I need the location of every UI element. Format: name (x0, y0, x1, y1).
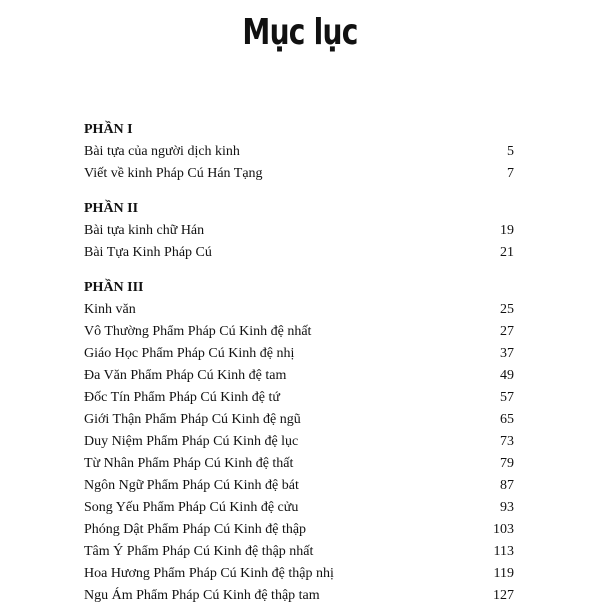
toc-entry-page: 119 (493, 566, 514, 581)
toc-entry-page: 73 (500, 434, 514, 449)
toc-section-part-3 (84, 278, 514, 607)
toc-entry-page: 103 (493, 522, 514, 537)
section-heading: PHẦN III (84, 280, 144, 295)
toc-entry (84, 163, 514, 185)
toc-entry (84, 453, 514, 475)
toc-entry-page: 7 (507, 166, 514, 181)
toc-entry (84, 220, 514, 242)
toc-section-part-1 (84, 120, 514, 185)
toc-entry (84, 365, 514, 387)
toc-entry-title: Vô Thường Phẩm Pháp Cú Kinh đệ nhất (84, 324, 312, 339)
toc-entry-page: 49 (500, 368, 514, 383)
page-title: Mục lục (242, 12, 358, 53)
toc-entry-page: 21 (500, 245, 514, 260)
toc-entry-title: Bài tựa của người dịch kinh (84, 144, 240, 159)
toc-entry-title: Viết về kinh Pháp Cú Hán Tạng (84, 166, 263, 181)
toc-entry (84, 343, 514, 365)
toc-entry-title: Giới Thận Phẩm Pháp Cú Kinh đệ ngũ (84, 412, 301, 427)
toc-entry-page: 65 (500, 412, 514, 427)
toc-section-part-2 (84, 199, 514, 264)
toc-entry (84, 141, 514, 163)
toc-entry-page: 79 (500, 456, 514, 471)
toc-entry-page: 113 (493, 544, 514, 559)
toc-entry-title: Đốc Tín Phẩm Pháp Cú Kinh đệ tứ (84, 390, 280, 405)
toc-entry (84, 585, 514, 607)
section-heading: PHẦN II (84, 201, 139, 216)
toc-entry-title: Duy Niệm Phẩm Pháp Cú Kinh đệ lục (84, 434, 299, 449)
toc-entry (84, 541, 514, 563)
toc-entry-page: 37 (500, 346, 514, 361)
toc-entry-page: 19 (500, 223, 514, 238)
toc-entry-title: Hoa Hương Phẩm Pháp Cú Kinh đệ thập nhị (84, 566, 334, 581)
toc-entry-title: Bài tựa kinh chữ Hán (84, 223, 205, 238)
toc-entry (84, 387, 514, 409)
toc-entry-title: Song Yếu Phẩm Pháp Cú Kinh đệ cửu (84, 500, 299, 515)
toc-entry-title: Bài Tựa Kinh Pháp Cú (84, 245, 212, 260)
toc-entry-title: Ngôn Ngữ Phẩm Pháp Cú Kinh đệ bát (84, 478, 299, 493)
toc-entry-title: Tâm Ý Phẩm Pháp Cú Kinh đệ thập nhất (84, 544, 314, 559)
table-of-contents (84, 120, 514, 607)
toc-entry-title: Phóng Dật Phẩm Pháp Cú Kinh đệ thập (84, 522, 307, 537)
toc-entry (84, 242, 514, 264)
toc-entry (84, 431, 514, 453)
toc-entry-title: Ngu Ám Phẩm Pháp Cú Kinh đệ thập tam (84, 588, 320, 603)
toc-entry-page: 5 (507, 144, 514, 159)
toc-entry-title: Kinh văn (84, 302, 136, 317)
toc-entry (84, 409, 514, 431)
toc-entry-title: Từ Nhân Phẩm Pháp Cú Kinh đệ thất (84, 456, 294, 471)
toc-entry (84, 563, 514, 585)
toc-entry (84, 519, 514, 541)
toc-entry (84, 321, 514, 343)
toc-entry-page: 87 (500, 478, 514, 493)
toc-entry (84, 497, 514, 519)
toc-entry-title: Giáo Học Phẩm Pháp Cú Kinh đệ nhị (84, 346, 295, 361)
toc-entry-page: 25 (500, 302, 514, 317)
toc-entry (84, 299, 514, 321)
toc-entry-page: 93 (500, 500, 514, 515)
toc-entry-page: 57 (500, 390, 514, 405)
toc-entry-page: 127 (493, 588, 514, 603)
section-heading: PHẦN I (84, 122, 133, 137)
toc-entry-page: 27 (500, 324, 514, 339)
toc-entry-title: Đa Văn Phẩm Pháp Cú Kinh đệ tam (84, 368, 287, 383)
toc-entry (84, 475, 514, 497)
